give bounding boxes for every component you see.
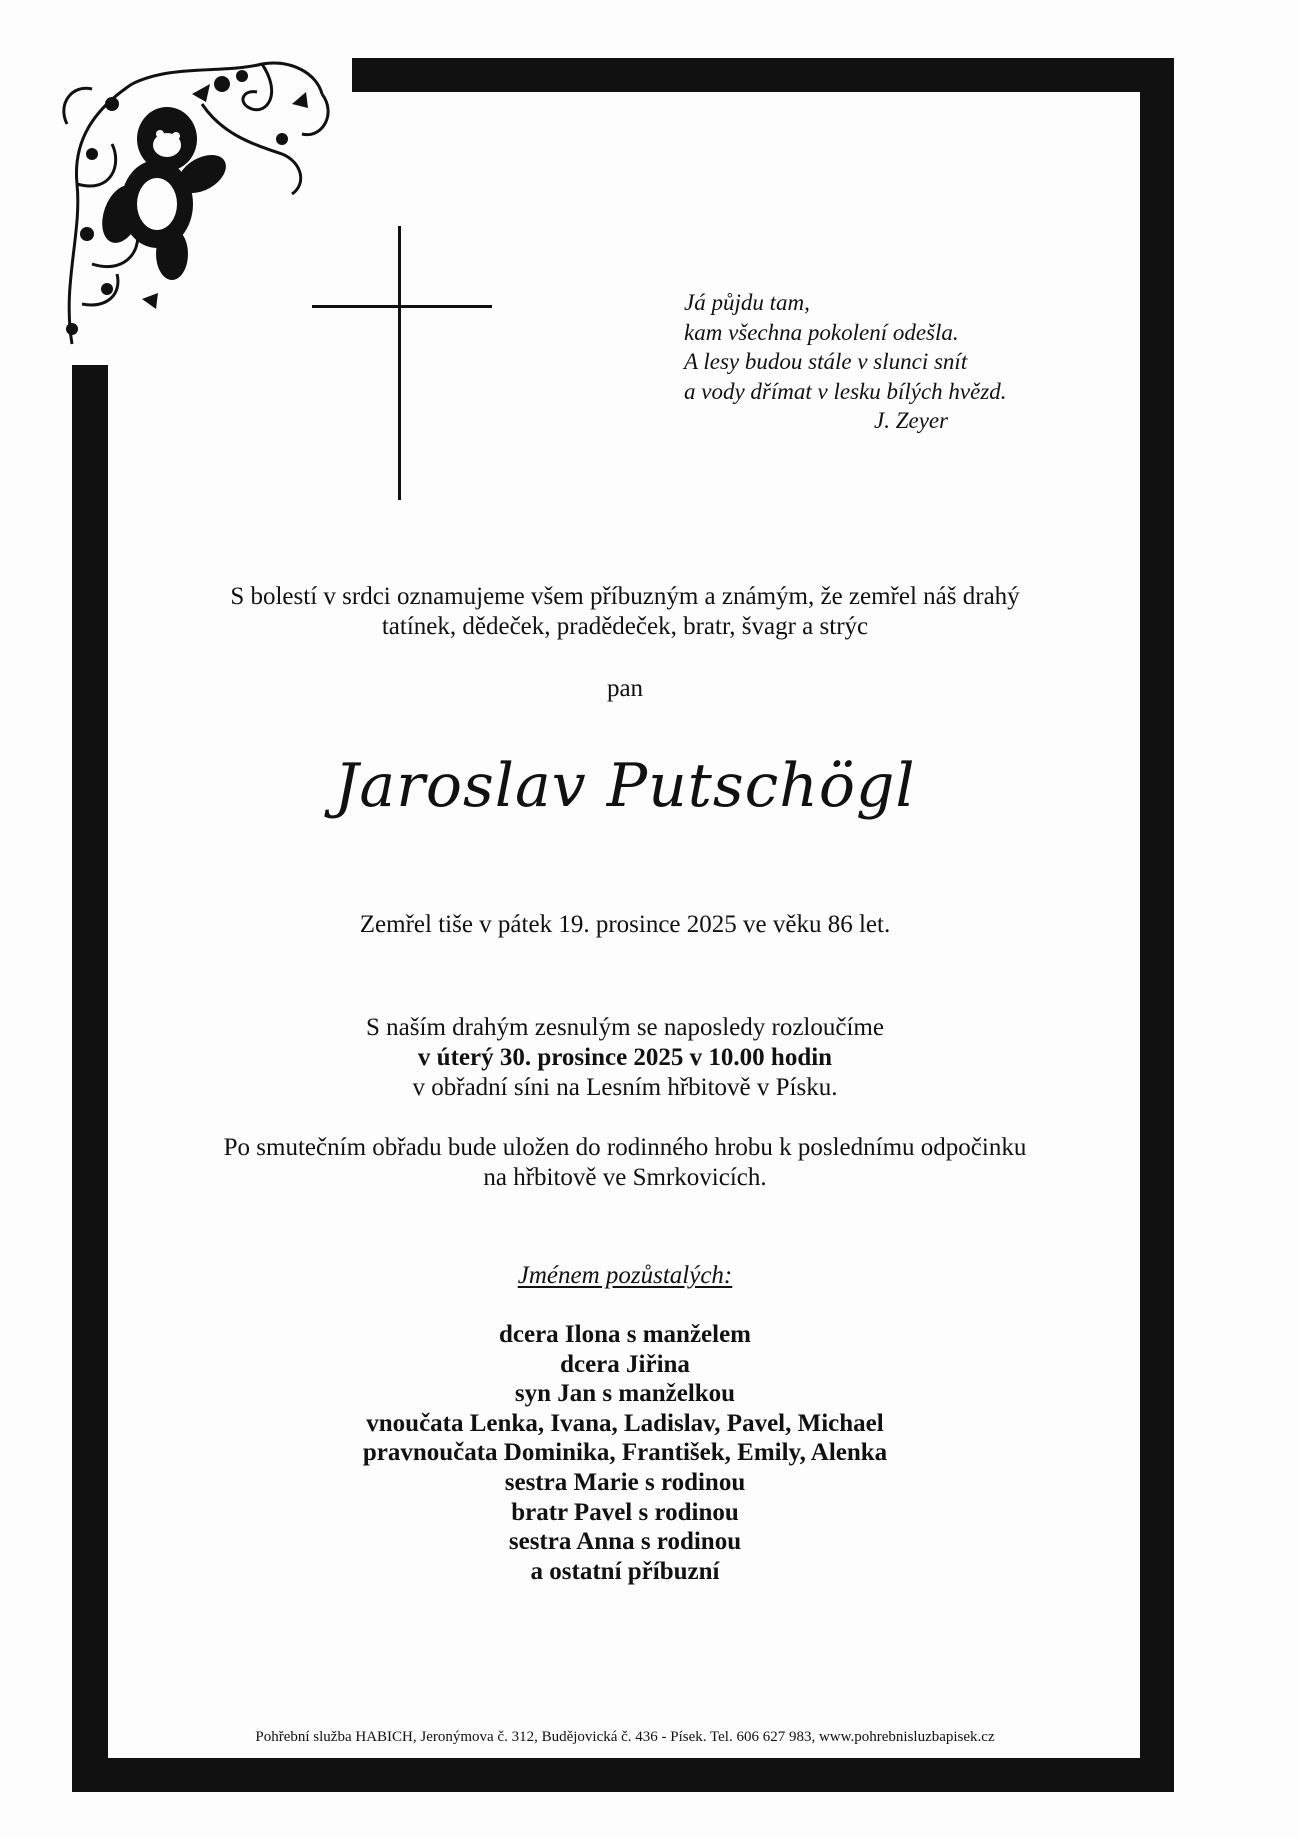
poem-author: J. Zeyer bbox=[874, 408, 949, 433]
frame-bottom bbox=[72, 1758, 1174, 1792]
family-member: bratr Pavel s rodinou bbox=[511, 1498, 739, 1526]
frame-right bbox=[1140, 58, 1174, 1792]
family-member: sestra Marie s rodinou bbox=[504, 1468, 746, 1496]
title-word: pan bbox=[606, 675, 644, 702]
poem bbox=[684, 288, 1084, 436]
family-member: syn Jan s manželkou bbox=[514, 1380, 736, 1408]
cross-icon bbox=[312, 226, 492, 500]
family-member: dcera Jiřina bbox=[560, 1350, 690, 1378]
family-list bbox=[110, 1320, 1140, 1586]
poem-line: a vody dřímat v lesku bílých hvězd. bbox=[684, 378, 1007, 404]
family-member: pravnoučata Dominika, František, Emily, Alenka bbox=[362, 1439, 888, 1467]
frame-top bbox=[352, 58, 1174, 92]
announcement-intro bbox=[110, 582, 1140, 642]
family-title: Jménem pozůstalých: bbox=[517, 1262, 733, 1289]
farewell-place: v obřadní síni na Lesním hřbitově v Písku. bbox=[412, 1074, 838, 1101]
burial-line: na hřbitově ve Smrkovicích. bbox=[483, 1164, 767, 1191]
poem-line: kam všechna pokolení odešla. bbox=[684, 319, 959, 345]
frame-left bbox=[72, 365, 108, 1792]
deceased-name: Jaroslav Putschögl bbox=[334, 751, 916, 821]
intro-line: tatínek, dědeček, pradědeček, bratr, švagr a strýc bbox=[381, 613, 869, 640]
family-member: vnoučata Lenka, Ivana, Ladislav, Pavel, Michael bbox=[366, 1409, 884, 1437]
family-member: a ostatní příbuzní bbox=[530, 1557, 720, 1585]
poem-line: Já půjdu tam, bbox=[684, 290, 810, 315]
farewell-line: S naším drahým zesnulým se naposledy rozloučíme bbox=[366, 1014, 884, 1041]
burial-info bbox=[110, 1133, 1140, 1193]
death-notice: Zemřel tiše v pátek 19. prosince 2025 ve věku 86 let. bbox=[359, 911, 891, 938]
poem-line: A lesy budou stále v slunci snít bbox=[684, 349, 968, 374]
intro-line: S bolestí v srdci oznamujeme všem příbuzným a známým, že zemřel náš drahý bbox=[230, 583, 1020, 610]
farewell-date-time: v úterý 30. prosince 2025 v 10.00 hodin bbox=[417, 1044, 833, 1071]
farewell-info bbox=[110, 1013, 1140, 1103]
burial-line: Po smutečním obřadu bude uložen do rodinného hrobu k poslednímu odpočinku bbox=[223, 1134, 1027, 1161]
family-member: dcera Ilona s manželem bbox=[498, 1321, 752, 1348]
family-member: sestra Anna s rodinou bbox=[508, 1528, 742, 1556]
cherub-ornament-icon bbox=[52, 44, 342, 364]
funeral-service-footer: Pohřební služba HABICH, Jeronýmova č. 312, Budějovická č. 436 - Písek. Tel. 606 627 983, www.pohrebnisluzbapisek.cz bbox=[255, 1729, 995, 1745]
